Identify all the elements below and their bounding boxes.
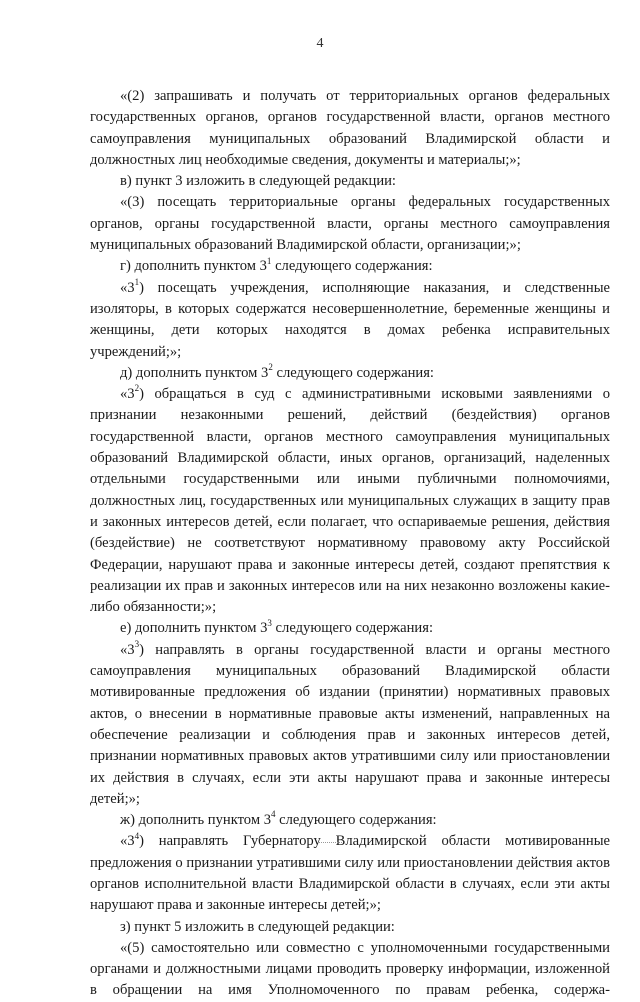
paragraph-13: «(5) самостоятельно или совместно с уполномоченными государственными органами и должностными лицами проводить проверку информации, изложенной в обращении на имя Уполномоченного по правам ребенка, содержа- xyxy=(90,939,610,999)
paragraph-1: «(2) запрашивать и получать от территориальных органов федеральных государственных органов, органов государственной власти, органов местного самоуправления муниципальных образований Владимирской области и должностных лиц необходимые сведения, документы и материалы;»; xyxy=(90,88,610,168)
scan-smudge xyxy=(318,842,342,846)
paragraph-9: «$3^3$) направлять в органы государственной власти и органы местного самоуправления муниципальных образований Владимирской области мотивированные предложения об издании (принятии) нормативных правовых актов, о внесении в нормативные правовые акты изменений, направленных на обеспечение реализации и соблюдения прав и законных интересов детей, признании нормативных правовых актов утратившими силу или приостановлении их действия в случаях, если эти акты нарушают права и законные интересы детей;»; xyxy=(90,638,610,807)
paragraph-7: «$3^2$) обращаться в суд с административными исковыми заявлениями о признании незаконными решений, действий (бездействия) органов государственной власти, органов местного самоуправления муниципальных образований Владимирской области, иных органов, организаций, наделенных отдельными государственными или иными публичными полномочиями, должностных лиц, государственных или муниципальных служащих в защиту прав и законных интересов детей, если полагает, что оспариваемые решения, действия (бездействие) не соответствуют нормативному правовому акту Российской Федерации, нарушают права и законные интересы детей, создают препятствия к реализации их прав и законных интересов или на них незаконно возложены какие-либо обязанности;»; xyxy=(90,383,610,616)
paragraph-8: е) дополнить пунктом $3^3$ следующего содержания: xyxy=(120,617,434,637)
paragraph-6: д) дополнить пунктом $3^2$ следующего содержания: xyxy=(120,362,434,381)
paragraph-2: в) пункт 3 изложить в следующей редакции: xyxy=(120,173,396,190)
paragraph-10: ж) дополнить пунктом $3^4$ следующего содержания: xyxy=(120,809,437,829)
paragraph-4: г) дополнить пунктом $3^1$ следующего содержания: xyxy=(120,255,433,275)
paragraph-12: з) пункт 5 изложить в следующей редакции: xyxy=(120,918,395,935)
page-number: 4 xyxy=(316,36,324,51)
document-body xyxy=(90,86,610,1002)
paragraph-11: «$3^4$) направлять Губернатору Владимирской области мотивированные предложения о признании утратившими силу или приостановлении действия актов органов исполнительной власти Владимирской области в случаях, если эти акты нарушают права и законные интересы детей;»; xyxy=(90,830,610,914)
paragraph-3: «(3) посещать территориальные органы федеральных государственных органов, органы государственной власти, органы местного самоуправления муниципальных образований Владимирской области, организации;»; xyxy=(90,194,610,254)
paragraph-5: «$3^1$) посещать учреждения, исполняющие наказания, и следственные изоляторы, в которых содержатся несовершеннолетние, беременные женщины и женщины, дети которых находятся в домах ребенка исправительных учреждений;»; xyxy=(90,276,610,360)
